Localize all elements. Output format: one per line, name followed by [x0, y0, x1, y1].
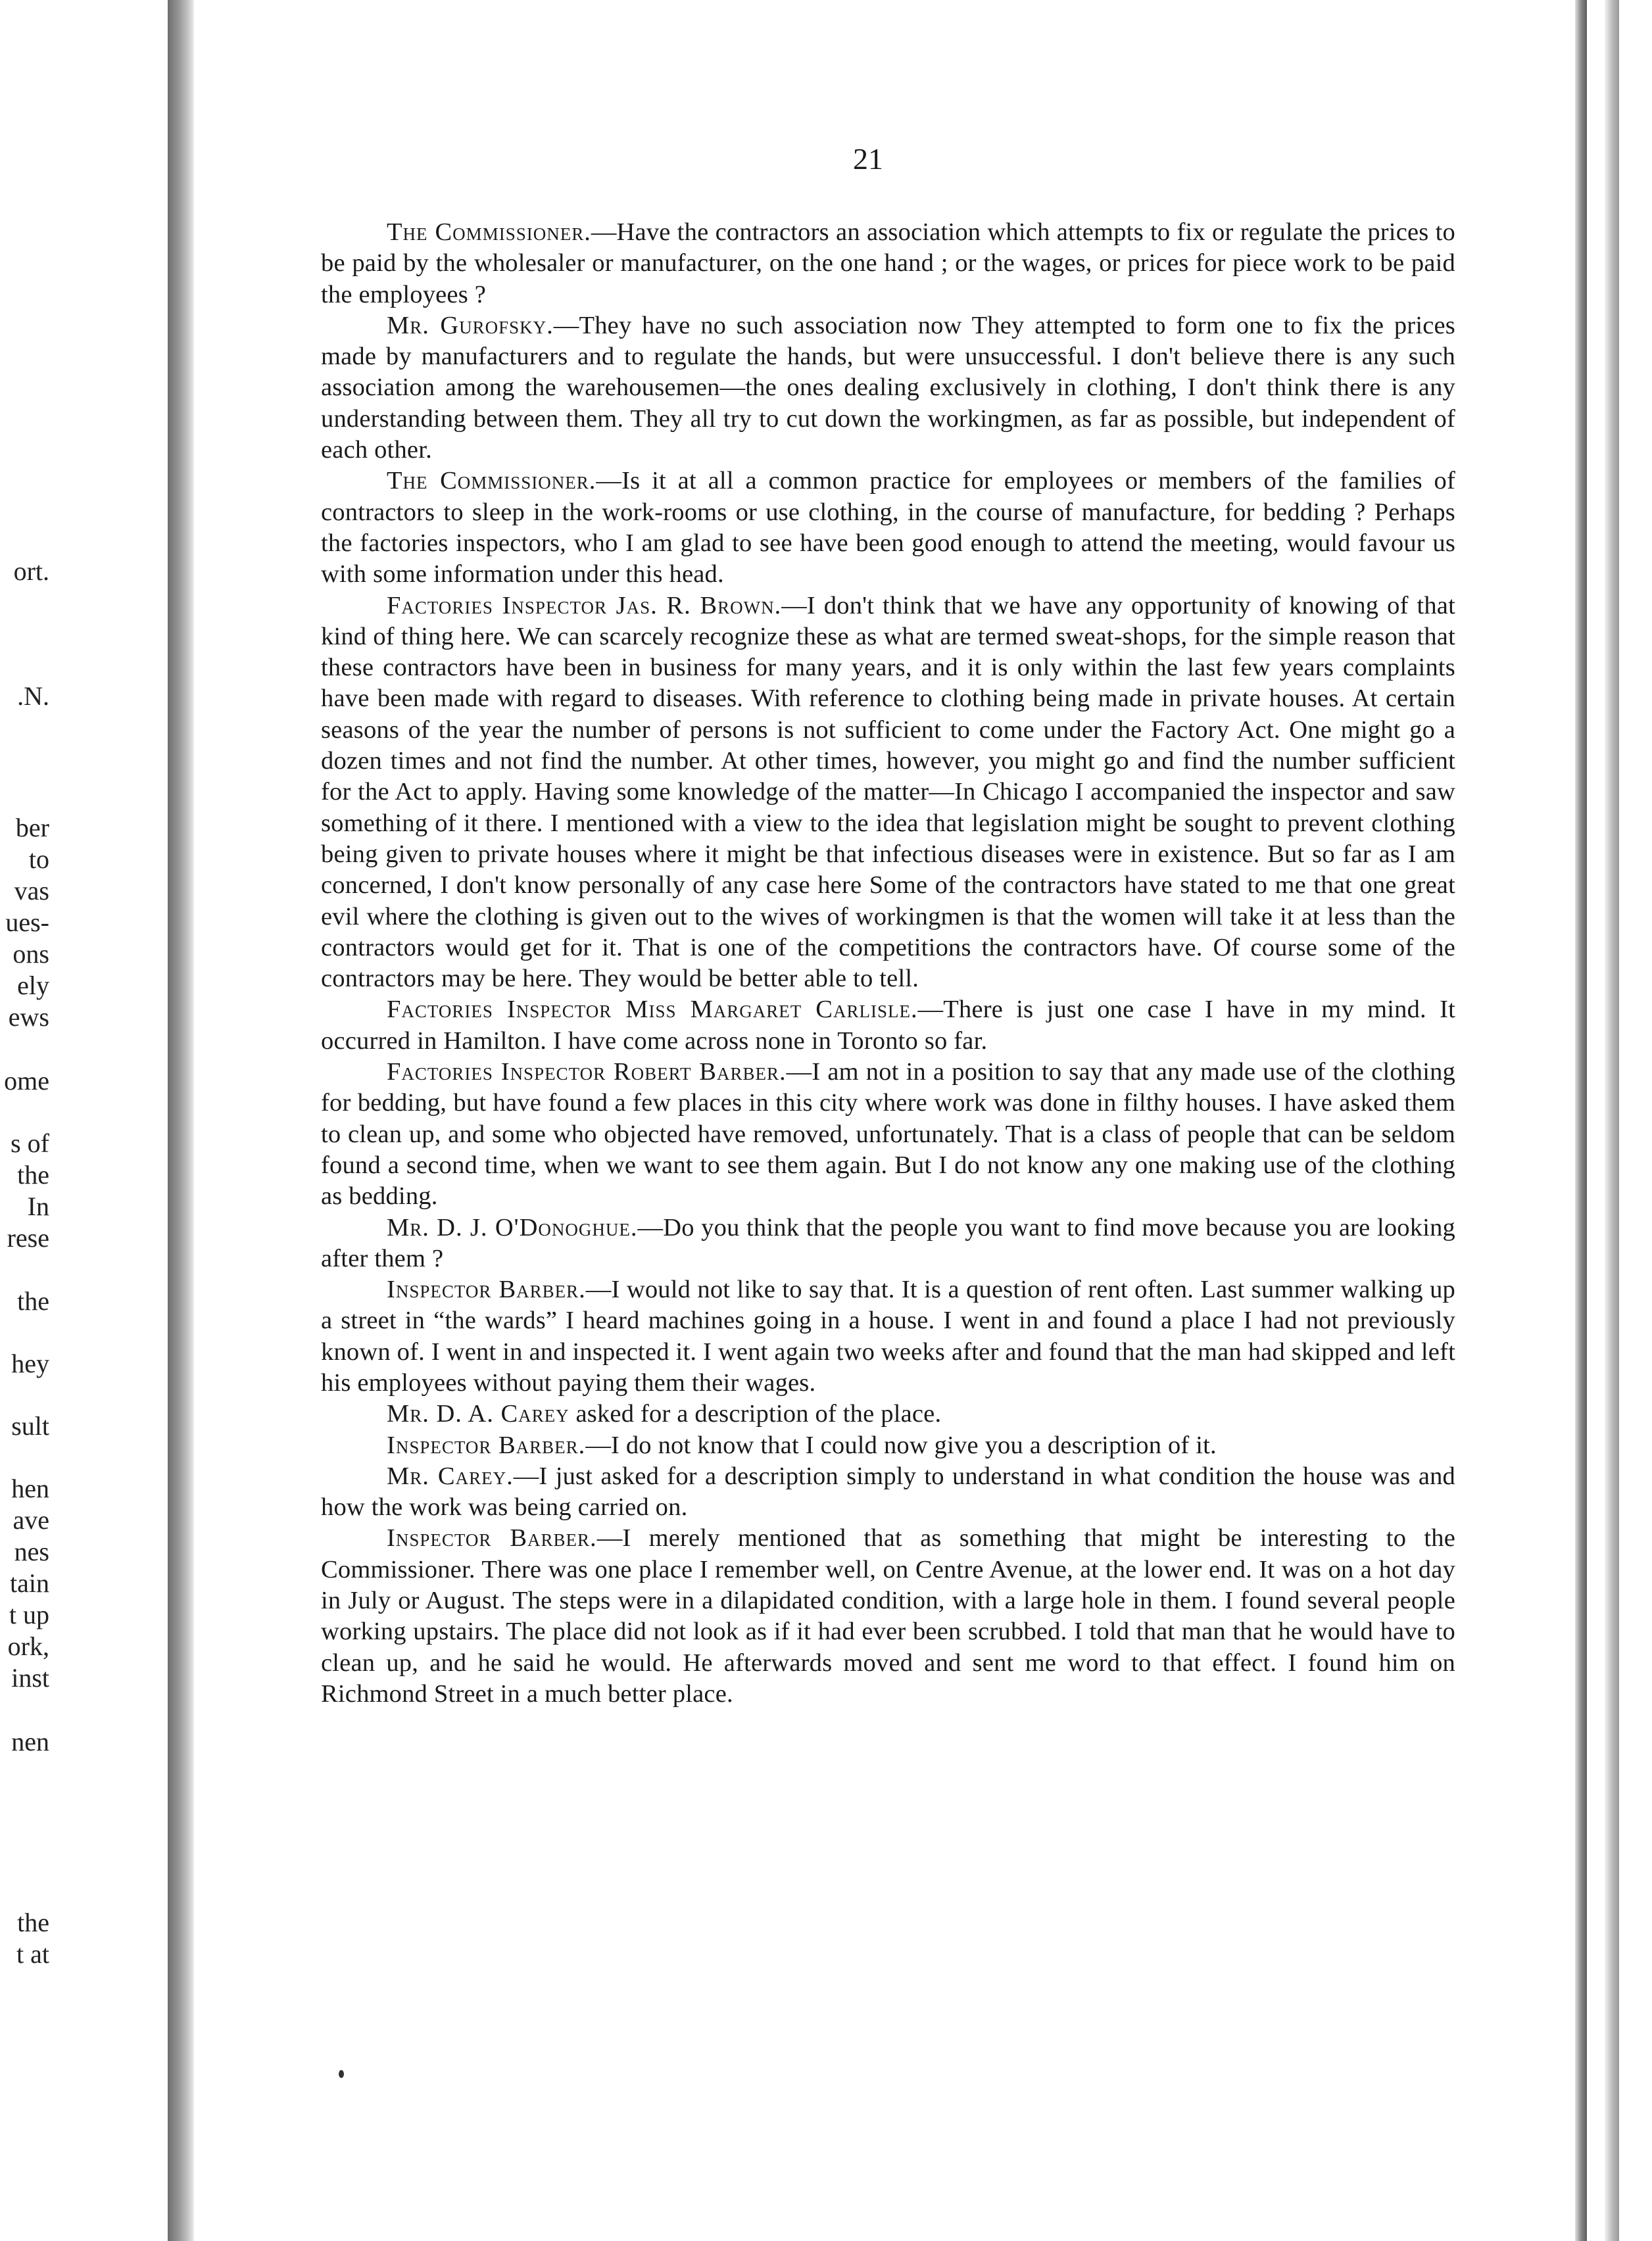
page-text-column [321, 217, 1455, 1710]
speech-text: —Is it at all a common practice for employees or members of the families of contractors to sleep in the work-rooms or use clothing, in the course of manufacture, for bedding ? Perhaps the factories inspectors, who I am glad to see have been good enough to attend the meeting, would favour us with some information under this head. [321, 467, 1456, 589]
facing-page-fragment: tain [10, 1568, 49, 1598]
speaker-name: Mr. Carey. [387, 1462, 514, 1490]
facing-page-fragment: ues- [5, 907, 49, 937]
speech-text: —I would not like to say that. It is a question of rent often. Last summer walking up a street in “the wards” I heard machines going in a house. I went in and found a place I had not previously known of. I went in and inspected it. I went again two weeks after and found that the man had skipped and left his employees without paying them their wages. [321, 1276, 1455, 1397]
testimony-paragraph [321, 1057, 1455, 1212]
speaker-name: Inspector Barber. [387, 1524, 597, 1553]
facing-page-fragment: rese [7, 1223, 49, 1253]
facing-page-fragment: ons [12, 939, 49, 969]
facing-page-fragment: s of [11, 1128, 49, 1158]
testimony-paragraph [321, 1430, 1455, 1461]
speech-text: —I don't think that we have any opportunity of knowing of that kind of thing here. We can scarcely recognize these as what are termed sweat-shops, for the simple reason that these contractors have been in business for many years, and it is only within the last few years complaints have been made with regard to diseases. With reference to clothing being made in private houses. At certain seasons of the year the number of persons is not sufficient to come under the Factory Act. One might go a dozen times and not find the number. At other times, however, you might go and find the number sufficient for the Act to apply. Having some knowledge of the matter—In Chicago I accompanied the inspector and saw something of it there. I mentioned with a view to the idea that legislation might be sought to prevent clothing being given to private houses where it might be that infectious diseases were in existence. But so far as I am concerned, I don't know personally of any case here Some of the contractors have stated to me that one great evil where the clothing is given out to the wives of workingmen is that the women will take it at less than the contractors would get for it. That is one of the competitions the contractors have. Of course some of the contractors may be here. They would be better able to tell. [321, 591, 1455, 993]
facing-page-fragment: ely [17, 971, 49, 1000]
testimony-paragraph [321, 1523, 1455, 1710]
facing-page-fragment: ome [4, 1066, 49, 1096]
speaker-name: The Commissioner. [387, 467, 596, 495]
testimony-paragraph [321, 310, 1455, 466]
facing-page-fragment: .N. [17, 681, 49, 711]
testimony-paragraph [321, 1213, 1455, 1275]
testimony-paragraph [321, 217, 1455, 310]
ink-speck [339, 2070, 344, 2078]
page-edge-shadow [1575, 0, 1587, 2241]
facing-page-fragment: to [28, 844, 49, 874]
speech-text: —I am not in a position to say that any made use of the clothing for bedding, but have found a few places in this city where work was done in filthy houses. I have asked them to clean up, and some who objected have removed, unfortunately. That is a class of people that can be seldom found a second time, when we want to see them again. But I do not know any one making use of the clothing as bedding. [321, 1058, 1455, 1211]
speaker-name: Factories Inspector Jas. R. Brown. [387, 591, 782, 619]
facing-page-fragment: ork, [7, 1631, 49, 1661]
facing-page-fragment: nen [11, 1727, 49, 1756]
facing-page-fragment: ort. [13, 556, 49, 586]
testimony-paragraph [321, 590, 1455, 995]
speech-text: —I do not know that I could now give you a description of it. [585, 1431, 1217, 1459]
speech-text: —They have no such association now They attempted to form one to fix the prices made by manufacturers and to regulate the hands, but were unsuccessful. I don't believe there is any such association among the warehousemen—the ones dealing exclusively in clothing, I don't think there is any understanding between them. They all try to cut down the workingmen, as far as possible, but independent of each other. [321, 311, 1455, 464]
speaker-name: The Commissioner. [387, 218, 591, 246]
facing-page-fragment: t at [16, 1939, 49, 1969]
page-number: 21 [853, 142, 883, 176]
facing-page-fragment: hey [11, 1349, 49, 1378]
speaker-name: Inspector Barber. [387, 1276, 586, 1304]
speaker-name: Mr. D. A. Carey [387, 1400, 570, 1428]
speaker-name: Factories Inspector Robert Barber. [387, 1058, 787, 1086]
speaker-name: Mr. D. J. O'Donoghue. [387, 1213, 638, 1241]
speech-text: —There is just one case I have in my mind. It occurred in Hamilton. I have come across none in Toronto so far. [321, 996, 1455, 1055]
speaker-name: Mr. Gurofsky. [387, 311, 554, 339]
speech-text: —I merely mentioned that as something that might be interesting to the Commissioner. There was one place I remember well, on Centre Avenue, at the lower end. It was on a hot day in July or August. The steps were in a dilapidated condition, with a large hole in them. I found several people working upstairs. The place did not look as if it had ever been scrubbed. I told that man that he would have to clean up, and he said he would. He afterwards moved and sent me word to that effect. I found him on Richmond Street in a much better place. [321, 1524, 1455, 1708]
speaker-name: Factories Inspector Miss Margaret Carlisle. [387, 996, 918, 1024]
facing-page-fragment: ber [15, 813, 49, 842]
facing-page-fragment: the [17, 1160, 49, 1190]
testimony-paragraph [321, 1274, 1455, 1399]
facing-page-fragments [0, 0, 164, 2241]
book-gutter-shadow [168, 0, 194, 2241]
facing-page-fragment: the [17, 1286, 49, 1316]
facing-page-fragment: vas [14, 876, 49, 905]
facing-page-fragment: nes [14, 1537, 49, 1566]
speaker-name: Inspector Barber. [387, 1431, 586, 1459]
testimony-paragraph [321, 1399, 1455, 1430]
page-edge-shadow-outer [1605, 0, 1619, 2241]
speech-text: —Do you think that the people you want to find move because you are looking after them ? [321, 1213, 1455, 1272]
facing-page-fragment: t up [9, 1600, 49, 1629]
facing-page-fragment: ave [12, 1505, 49, 1535]
testimony-paragraph [321, 1461, 1455, 1524]
facing-page-fragment: sult [11, 1411, 49, 1441]
facing-page-fragment: In [27, 1192, 49, 1221]
speech-text: —Have the contractors an association which attempts to fix or regulate the prices to be paid by the wholesaler or manufacturer, on the one hand ; or the wages, or prices for piece work to be paid the employees ? [321, 218, 1455, 308]
facing-page-fragment: hen [11, 1474, 49, 1503]
testimony-paragraph [321, 466, 1455, 590]
testimony-paragraph [321, 994, 1455, 1057]
speech-text: —I just asked for a description simply to understand in what condition the house was and how the work was being carried on. [321, 1462, 1456, 1522]
speech-text: asked for a description of the place. [569, 1400, 942, 1428]
facing-page-fragment: inst [11, 1663, 49, 1693]
facing-page-fragment: the [17, 1908, 49, 1937]
facing-page-fragment: ews [8, 1002, 49, 1032]
